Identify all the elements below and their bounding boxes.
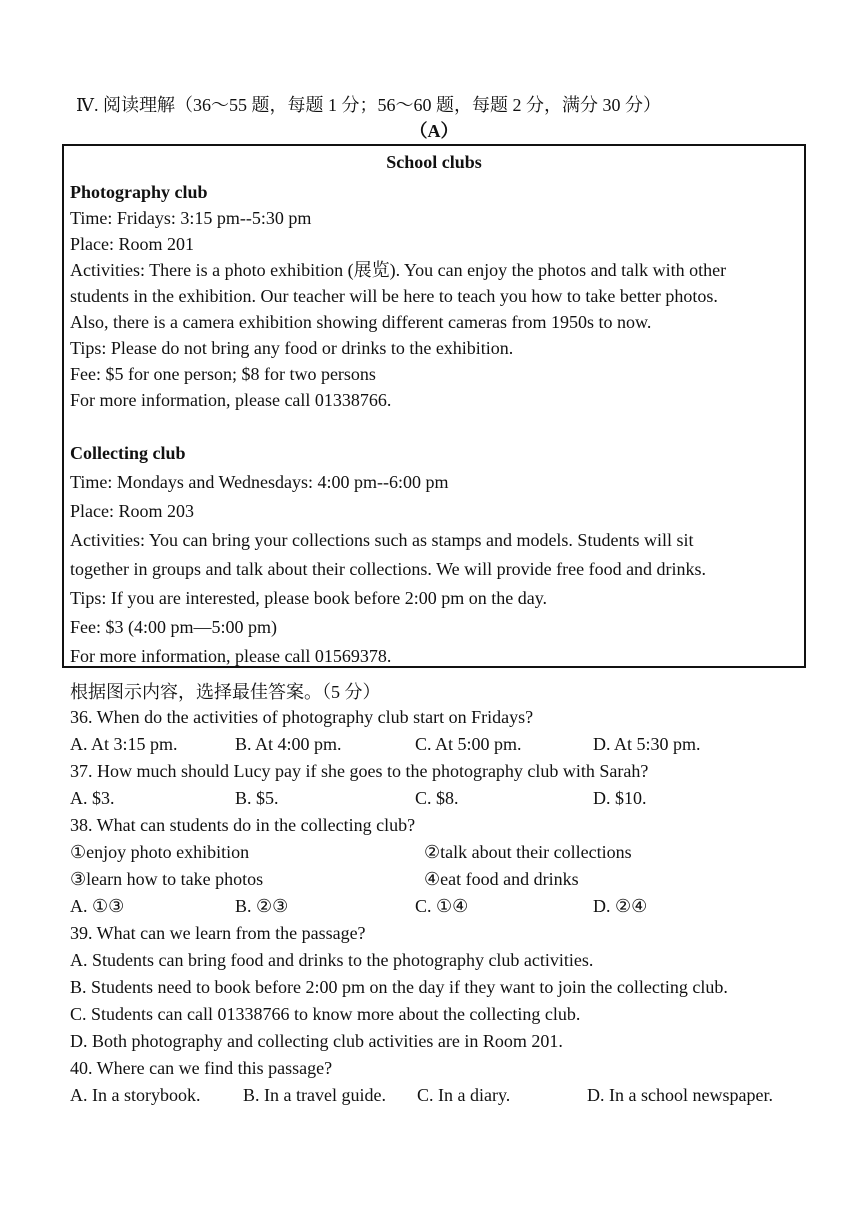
collecting-club-section bbox=[64, 439, 804, 671]
question-36-stem: 36. When do the activities of photography club start on Fridays? bbox=[70, 707, 534, 727]
club-time: Time: Fridays: 3:15 pm--5:30 pm bbox=[70, 208, 312, 228]
section-title: Ⅳ. 阅读理解（36～55 题，每题 1 分；56～60 题，每题 2 分，满分 30 分） bbox=[76, 95, 661, 115]
option-c: C. At 5:00 pm. bbox=[415, 734, 522, 754]
question-list bbox=[70, 704, 830, 1109]
club-activities-line: Activities: There is a photo exhibition (展览). You can enjoy the photos and talk with other bbox=[70, 260, 727, 280]
club-activities-line: students in the exhibition. Our teacher will be here to teach you how to take better photos. bbox=[70, 286, 718, 306]
option-b: B. In a travel guide. bbox=[243, 1085, 386, 1105]
club-place: Place: Room 201 bbox=[70, 234, 194, 254]
option-d: D. $10. bbox=[593, 788, 647, 808]
option-a: A. Students can bring food and drinks to the photography club activities. bbox=[70, 950, 594, 970]
question-37-options bbox=[70, 785, 830, 812]
box-title: School clubs bbox=[386, 152, 482, 172]
club-name: Photography club bbox=[70, 182, 208, 202]
school-clubs-box bbox=[62, 144, 806, 668]
question-38-options bbox=[70, 893, 830, 920]
question-39-stem: 39. What can we learn from the passage? bbox=[70, 923, 366, 943]
option-d: D. Both photography and collecting club activities are in Room 201. bbox=[70, 1031, 563, 1051]
club-name: Collecting club bbox=[70, 443, 186, 463]
item-1: ①enjoy photo exhibition bbox=[70, 842, 250, 862]
club-activities-line: Also, there is a camera exhibition showing different cameras from 1950s to now. bbox=[70, 312, 652, 332]
item-4: ④eat food and drinks bbox=[424, 869, 579, 889]
question-37-stem: 37. How much should Lucy pay if she goes to the photography club with Sarah? bbox=[70, 761, 649, 781]
club-place: Place: Room 203 bbox=[70, 501, 194, 521]
instructions: 根据图示内容，选择最佳答案。（5 分） bbox=[70, 682, 381, 702]
item-2: ②talk about their collections bbox=[424, 842, 632, 862]
option-a: A. At 3:15 pm. bbox=[70, 734, 178, 754]
option-c: C. $8. bbox=[415, 788, 459, 808]
option-a: A. In a storybook. bbox=[70, 1085, 201, 1105]
item-3: ③learn how to take photos bbox=[70, 869, 264, 889]
photography-club-section bbox=[64, 180, 804, 413]
club-activities-line: together in groups and talk about their collections. We will provide free food and drinks. bbox=[70, 559, 707, 579]
club-fee: Fee: $3 (4:00 pm—5:00 pm) bbox=[70, 617, 277, 637]
question-40-options bbox=[70, 1082, 830, 1109]
option-b: B. At 4:00 pm. bbox=[235, 734, 342, 754]
part-label: （A） bbox=[409, 121, 459, 141]
question-38-items-row bbox=[70, 866, 830, 893]
club-activities-line: Activities: You can bring your collections such as stamps and models. Students will sit bbox=[70, 530, 694, 550]
option-d: D. ②④ bbox=[593, 896, 648, 916]
option-a: A. ①③ bbox=[70, 896, 125, 916]
club-tips: Tips: Please do not bring any food or drinks to the exhibition. bbox=[70, 338, 514, 358]
club-info: For more information, please call 01338766. bbox=[70, 390, 392, 410]
option-c: C. Students can call 01338766 to know more about the collecting club. bbox=[70, 1004, 581, 1024]
option-b: B. $5. bbox=[235, 788, 279, 808]
option-b: B. Students need to book before 2:00 pm on the day if they want to join the collecting club. bbox=[70, 977, 728, 997]
option-b: B. ②③ bbox=[235, 896, 289, 916]
club-info: For more information, please call 01569378. bbox=[70, 646, 392, 666]
option-c: C. In a diary. bbox=[417, 1085, 511, 1105]
option-a: A. $3. bbox=[70, 788, 115, 808]
question-36-options bbox=[70, 731, 830, 758]
option-d: D. At 5:30 pm. bbox=[593, 734, 701, 754]
club-tips: Tips: If you are interested, please book before 2:00 pm on the day. bbox=[70, 588, 548, 608]
question-40-stem: 40. Where can we find this passage? bbox=[70, 1058, 333, 1078]
club-time: Time: Mondays and Wednesdays: 4:00 pm--6:00 pm bbox=[70, 472, 449, 492]
option-d: D. In a school newspaper. bbox=[587, 1085, 773, 1105]
question-38-stem: 38. What can students do in the collecting club? bbox=[70, 815, 416, 835]
club-fee: Fee: $5 for one person; $8 for two persons bbox=[70, 364, 376, 384]
option-c: C. ①④ bbox=[415, 896, 469, 916]
question-38-items-row bbox=[70, 839, 830, 866]
